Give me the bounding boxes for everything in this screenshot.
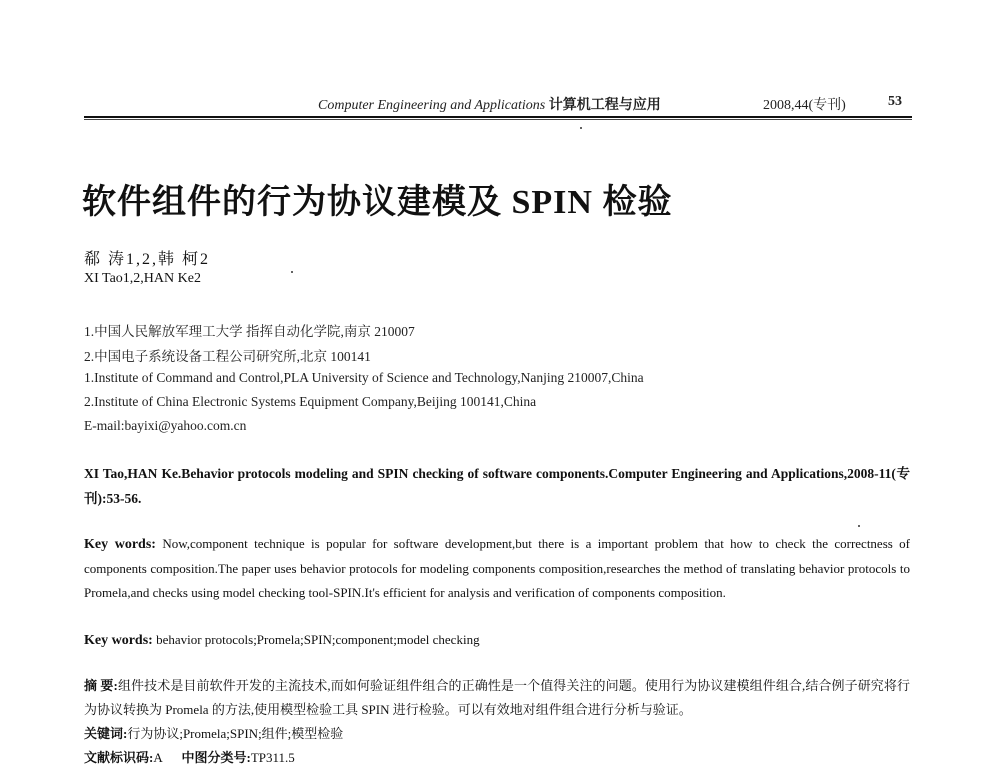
citation: XI Tao,HAN Ke.Behavior protocols modeling and SPIN checking of software components.Computer Engineering and Applications,2008-11(专刊):53-56.: [84, 466, 910, 506]
affiliation-en-1: 1.Institute of Command and Control,PLA University of Science and Technology,Nanjing 210007,China: [84, 370, 644, 385]
journal-header: [318, 94, 661, 114]
keywords-en-text: behavior protocols;Promela;SPIN;component;model checking: [156, 632, 480, 647]
affiliation-cn-2: 2.中国电子系统设备工程公司研究所,北京 100141: [84, 349, 371, 364]
abstract-cn-label: 摘 要:: [84, 678, 118, 693]
issue-info: 2008,44(专刊): [763, 98, 846, 113]
doc-code-label: 文献标识码:: [84, 750, 154, 765]
journal-name-cn: 计算机工程与应用: [548, 98, 661, 113]
keywords-cn-label: 关键词:: [84, 726, 128, 741]
keywords-en-label: Key words:: [84, 633, 153, 648]
abstract-en: [84, 532, 910, 605]
clc-label: 中图分类号:: [181, 750, 251, 765]
authors-cn: 郗 涛1,2,韩 柯2: [84, 251, 211, 268]
abstract-en-text: Now,component technique is popular for software development,but there is a important problem that how to check the correctness of components composition.The paper uses behavior protocols for modeling components composition,researches the method of translating behavior protocols to Promela,and checks using model checking tool-SPIN.It's efficient for analysis and verification of components composition.: [84, 536, 911, 600]
keywords-cn-text: 行为协议;Promela;SPIN;组件;模型检验: [127, 726, 344, 741]
header-rule-thin: [84, 119, 912, 120]
classification: [84, 746, 910, 770]
authors-en: XI Tao1,2,HAN Ke2: [84, 271, 201, 286]
scan-speck: [291, 271, 293, 273]
abstract-cn: [84, 674, 910, 722]
affiliation-en-2: 2.Institute of China Electronic Systems Equipment Company,Beijing 100141,China: [84, 394, 537, 409]
doc-code: A: [153, 750, 163, 765]
keywords-en: [84, 628, 910, 653]
abstract-en-label: Key words:: [84, 537, 156, 552]
paper-title: 软件组件的行为协议建模及 SPIN 检验: [82, 184, 673, 221]
journal-name-en: Computer Engineering and Applications: [318, 98, 546, 113]
affiliation-cn-1: 1.中国人民解放军理工大学 指挥自动化学院,南京 210007: [84, 324, 415, 339]
keywords-cn: [84, 722, 910, 746]
abstract-cn-text: 组件技术是目前软件开发的主流技术,而如何验证组件组合的正确性是一个值得关注的问题。使用行为协议建模组件组合,结合例子研究将行为协议转换为 Promela 的方法,使用模型检验工具 SPIN 进行检验。可以有效地对组件组合进行分析与验证。: [84, 678, 910, 717]
scan-speck: [580, 127, 582, 129]
email: E-mail:bayixi@yahoo.com.cn: [84, 418, 247, 433]
scan-speck: [858, 525, 860, 527]
header-rule: [84, 116, 912, 118]
clc-code: TP311.5: [250, 750, 295, 765]
page-number: 53: [888, 94, 902, 109]
